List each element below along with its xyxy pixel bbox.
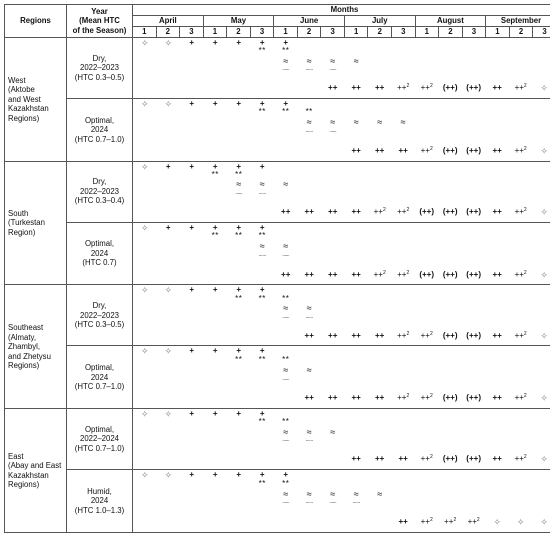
- phase-mark-plus: +: [259, 285, 265, 295]
- phase-mark-ast: **: [235, 354, 243, 364]
- season-label-line: (HTC 0.3–0.5): [74, 320, 125, 330]
- table-row: [5, 470, 550, 533]
- phase-mark-pp: ++: [398, 517, 408, 527]
- phase-mark-wave: ≈: [330, 117, 336, 128]
- season-label-line: (HTC 0.7–1.0): [74, 443, 125, 453]
- phase-mark-pp: ++: [375, 454, 385, 464]
- phase-mark-pp: ++: [351, 269, 361, 279]
- phase-mark-pp: ++: [304, 207, 314, 217]
- phase-mark-dot: ✧: [164, 408, 173, 419]
- phase-mark-line: ......: [282, 499, 290, 506]
- phase-mark-line: ......: [282, 437, 290, 444]
- phase-mark-plus: +: [259, 222, 265, 232]
- phase-mark-dot: ✧: [540, 454, 548, 465]
- phase-mark-pp2: ++$^2$: [420, 517, 433, 527]
- phase-mark-dot: ✧: [140, 37, 149, 48]
- decade-header: 3: [533, 27, 550, 38]
- month-header: June: [274, 16, 345, 27]
- phase-mark-pp: ++: [328, 393, 338, 403]
- phase-mark-ast: **: [258, 231, 266, 241]
- phase-mark-plus: +: [189, 98, 195, 108]
- phase-mark-dot: ✧: [140, 98, 149, 109]
- phase-mark-plus: +: [189, 37, 195, 47]
- phase-mark-pp2: ++$^2$: [420, 454, 433, 464]
- decade-header: 3: [462, 27, 486, 38]
- decade-header: 1: [344, 27, 368, 38]
- phase-mark-plus: +: [212, 222, 218, 232]
- phase-mark-ast: **: [282, 417, 290, 427]
- phase-mark-ast: **: [282, 478, 290, 488]
- phase-mark-ast: **: [258, 293, 266, 303]
- phase-mark-line: ......: [352, 499, 360, 506]
- decade-header: 3: [392, 27, 416, 38]
- decade-header: 2: [439, 27, 463, 38]
- phase-mark-pp: ++: [375, 145, 385, 155]
- season-label: [67, 38, 133, 99]
- phase-mark-wave: ≈: [353, 55, 359, 66]
- phase-mark-plus: +: [236, 408, 242, 418]
- phase-mark-ast: **: [258, 417, 266, 427]
- season-label-line: 2024: [90, 372, 109, 382]
- season-label-line: (HTC 0.3–0.5): [74, 72, 125, 82]
- year-header: [67, 5, 133, 38]
- region-name-line: Zhambyl,: [8, 342, 41, 352]
- phase-mark-ast: **: [282, 293, 290, 303]
- decade-header: 1: [133, 27, 157, 38]
- season-label-line: (HTC 1.0–1.3): [74, 505, 125, 515]
- season-label: [67, 285, 133, 346]
- phase-mark-ast: **: [235, 169, 243, 179]
- phase-mark-plus: +: [259, 98, 265, 108]
- phase-mark-pp2: ++$^2$: [373, 269, 386, 279]
- region-name-line: South: [8, 208, 29, 218]
- phase-mark-wave: ≈: [330, 55, 336, 66]
- phase-mark-ppp: (++): [466, 269, 481, 279]
- season-label-line: Optimal,: [84, 424, 115, 434]
- phase-mark-plus: +: [236, 285, 242, 295]
- phase-mark-plus: +: [212, 98, 218, 108]
- phase-mark-wave: ≈: [330, 426, 336, 437]
- phase-mark-plus: +: [259, 161, 265, 171]
- phase-mark-wave: ≈: [400, 117, 406, 128]
- season-label-line: Optimal,: [84, 363, 115, 373]
- phase-mark-wave: ≈: [377, 488, 383, 499]
- phase-mark-pp2: ++$^2$: [514, 454, 527, 464]
- region-name: [5, 409, 67, 533]
- phase-mark-line: ......: [258, 189, 266, 196]
- phase-mark-pp: ++: [375, 393, 385, 403]
- phase-mark-dot: ✧: [164, 346, 173, 357]
- phase-mark-line: ......: [282, 313, 290, 320]
- phase-mark-pp: ++: [351, 207, 361, 217]
- region-name-line: (Abay and East: [8, 461, 62, 471]
- phase-mark-pp: ++: [328, 330, 338, 340]
- months-header: Months: [133, 5, 550, 16]
- phase-mark-wave: ≈: [306, 303, 312, 314]
- region-name-line: (Almaty,: [8, 332, 37, 342]
- phase-mark-pp: ++: [492, 145, 502, 155]
- table-row: [5, 346, 550, 409]
- season-label-line: 2024: [90, 248, 109, 258]
- phase-mark-wave: ≈: [353, 488, 359, 499]
- region-name-line: Regions): [8, 480, 40, 490]
- phase-mark-dot: ✧: [493, 517, 501, 528]
- region-name-line: Region): [8, 227, 36, 237]
- region-name: [5, 38, 67, 162]
- phase-mark-wave: ≈: [306, 117, 312, 128]
- region-name-line: and West: [8, 94, 41, 104]
- phase-mark-plus: +: [189, 222, 195, 232]
- region-name-line: Regions): [8, 361, 40, 371]
- phase-mark-ppp: (++): [466, 330, 481, 340]
- phase-mark-dot: ✧: [540, 207, 548, 218]
- decade-header: 2: [509, 27, 533, 38]
- phase-mark-ppp: (++): [419, 207, 434, 217]
- phase-mark-plus: +: [165, 222, 171, 232]
- phase-mark-plus: +: [189, 285, 195, 295]
- phase-mark-wave: ≈: [306, 55, 312, 66]
- phase-mark-plus: +: [212, 161, 218, 171]
- season-label: [67, 409, 133, 470]
- phase-mark-plus: +: [236, 470, 242, 480]
- phase-timeline: [133, 98, 550, 161]
- phase-mark-wave: ≈: [283, 364, 289, 375]
- phase-mark-plus: +: [259, 408, 265, 418]
- phenology-table: [4, 4, 550, 533]
- phase-mark-line: ......: [305, 499, 313, 506]
- season-label-line: Dry,: [92, 53, 107, 63]
- phase-mark-dot: ✧: [540, 330, 548, 341]
- season-label: [67, 346, 133, 409]
- region-name: [5, 285, 67, 409]
- phase-mark-plus: +: [212, 37, 218, 47]
- phase-mark-dot: ✧: [140, 346, 149, 357]
- phase-mark-dot: ✧: [164, 98, 173, 109]
- decade-header: 2: [297, 27, 321, 38]
- phase-mark-pp: ++: [351, 145, 361, 155]
- region-name-line: Southeast: [8, 323, 44, 333]
- phase-mark-line: ......: [235, 189, 243, 196]
- season-label: [67, 470, 133, 533]
- phase-mark-pp: ++: [281, 269, 291, 279]
- phase-mark-pp: ++: [351, 393, 361, 403]
- phase-mark-line: ......: [329, 66, 337, 73]
- phase-mark-ppp: (++): [466, 454, 481, 464]
- phase-mark-dot: ✧: [140, 161, 149, 172]
- phase-mark-ppp: (++): [442, 330, 458, 340]
- season-label: [67, 222, 133, 285]
- phase-mark-ast: **: [211, 169, 219, 179]
- season-label-line: 2022–2023: [79, 186, 120, 196]
- phase-mark-dot: ✧: [516, 517, 525, 528]
- phase-mark-wave: ≈: [353, 117, 359, 128]
- phase-mark-ppp: (++): [466, 83, 481, 93]
- region-name-line: West: [8, 75, 26, 85]
- decade-header: 2: [368, 27, 392, 38]
- phase-mark-line: ......: [305, 313, 313, 320]
- phase-mark-pp: ++: [351, 83, 361, 93]
- phase-mark-plus: +: [189, 470, 195, 480]
- phase-mark-plus: +: [165, 161, 171, 171]
- table-row: [5, 38, 550, 99]
- phase-mark-pp: ++: [281, 207, 291, 217]
- phase-mark-dot: ✧: [164, 285, 173, 296]
- phase-timeline: [133, 285, 550, 346]
- phase-mark-ppp: (++): [442, 269, 458, 279]
- phase-mark-ast: **: [282, 46, 290, 56]
- phase-mark-ast: **: [282, 107, 290, 117]
- phase-mark-ppp: (++): [442, 145, 458, 155]
- phase-timeline: [133, 38, 550, 99]
- phase-mark-ppp: (++): [442, 83, 458, 93]
- season-label-line: Optimal,: [84, 115, 115, 125]
- phase-mark-plus: +: [212, 470, 218, 480]
- phase-mark-dot: ✧: [140, 470, 149, 481]
- season-label-line: Dry,: [92, 301, 107, 311]
- phase-mark-wave: ≈: [377, 117, 383, 128]
- phase-mark-pp2: ++$^2$: [397, 83, 410, 93]
- phase-mark-pp: ++: [304, 269, 314, 279]
- table-row: [5, 161, 550, 222]
- season-label-line: 2024: [90, 125, 109, 135]
- phase-mark-line: ......: [258, 251, 266, 258]
- phase-mark-pp2: ++$^2$: [514, 269, 527, 279]
- phase-mark-plus: +: [259, 470, 265, 480]
- phase-mark-pp: ++: [328, 207, 338, 217]
- month-header: July: [344, 16, 415, 27]
- phase-mark-ppp: (++): [419, 269, 434, 279]
- phase-mark-wave: ≈: [283, 179, 289, 190]
- phase-mark-pp2: ++$^2$: [467, 517, 480, 527]
- phase-mark-ast: **: [235, 293, 243, 303]
- phase-mark-plus: +: [212, 346, 218, 356]
- phase-mark-ppp: (++): [442, 207, 458, 217]
- phase-mark-pp2: ++$^2$: [373, 207, 386, 217]
- phase-mark-plus: +: [189, 161, 195, 171]
- phase-mark-ppp: (++): [466, 207, 481, 217]
- phase-mark-ast: **: [235, 231, 243, 241]
- region-name-line: East: [8, 451, 24, 461]
- month-header: September: [486, 16, 550, 27]
- phase-mark-line: ......: [329, 499, 337, 506]
- phase-mark-pp: ++: [492, 83, 502, 93]
- phase-mark-plus: +: [236, 222, 242, 232]
- phase-mark-wave: ≈: [283, 303, 289, 314]
- phase-mark-line: ......: [282, 251, 290, 258]
- phase-timeline: [133, 409, 550, 470]
- phase-mark-dot: ✧: [164, 37, 173, 48]
- phase-mark-wave: ≈: [306, 426, 312, 437]
- phase-mark-pp2: ++$^2$: [514, 207, 527, 217]
- phase-mark-line: ......: [305, 437, 313, 444]
- phase-mark-plus: +: [212, 285, 218, 295]
- phase-mark-ast: **: [258, 478, 266, 488]
- phase-mark-pp: ++: [492, 393, 502, 403]
- region-name-line: Regions): [8, 113, 40, 123]
- season-label-line: Dry,: [92, 177, 107, 187]
- phase-mark-plus: +: [236, 346, 242, 356]
- phase-mark-plus: +: [283, 98, 289, 108]
- phase-mark-line: ......: [282, 66, 290, 73]
- phase-mark-dot: ✧: [140, 285, 149, 296]
- phase-mark-pp2: ++$^2$: [420, 330, 433, 340]
- phase-mark-plus: +: [236, 98, 242, 108]
- season-label-line: Optimal,: [84, 239, 115, 249]
- phase-mark-plus: +: [236, 37, 242, 47]
- phase-mark-wave: ≈: [283, 426, 289, 437]
- phase-mark-pp: ++: [492, 269, 502, 279]
- phase-mark-pp: ++: [492, 207, 502, 217]
- phase-mark-wave: ≈: [283, 241, 289, 252]
- season-label-line: 2022–2023: [79, 310, 120, 320]
- decade-header: 1: [486, 27, 510, 38]
- phase-mark-pp2: ++$^2$: [444, 517, 457, 527]
- season-label: [67, 161, 133, 222]
- phase-mark-ast: **: [258, 46, 266, 56]
- season-label: [67, 98, 133, 161]
- phase-mark-pp: ++: [375, 83, 385, 93]
- phase-mark-pp: ++: [492, 454, 502, 464]
- phase-mark-pp2: ++$^2$: [397, 207, 410, 217]
- phase-mark-ast: **: [258, 354, 266, 364]
- decade-header: 1: [274, 27, 298, 38]
- month-header: April: [133, 16, 204, 27]
- phase-mark-dot: ✧: [140, 408, 149, 419]
- decade-header: 1: [203, 27, 227, 38]
- region-name-line: (Aktobe: [8, 85, 35, 95]
- phase-mark-ppp: (++): [442, 454, 458, 464]
- phase-timeline: [133, 470, 550, 533]
- phase-mark-plus: +: [259, 37, 265, 47]
- phase-mark-dot: ✧: [164, 470, 173, 481]
- phase-mark-wave: ≈: [259, 241, 265, 252]
- month-header: May: [203, 16, 274, 27]
- phase-mark-wave: ≈: [330, 488, 336, 499]
- phase-mark-line: ......: [305, 128, 313, 135]
- region-name-line: Kazakhstan: [8, 104, 49, 114]
- phase-mark-pp2: ++$^2$: [514, 330, 527, 340]
- phase-mark-plus: +: [283, 37, 289, 47]
- region-name-line: (Turkestan: [8, 218, 45, 228]
- phase-mark-pp2: ++$^2$: [514, 145, 527, 155]
- season-label-line: (HTC 0.7–1.0): [74, 382, 125, 392]
- phase-mark-dot: ✧: [540, 393, 548, 404]
- phase-mark-plus: +: [283, 470, 289, 480]
- phase-mark-ast: **: [305, 107, 313, 117]
- season-label-line: (HTC 0.7): [82, 258, 117, 268]
- phase-mark-dot: ✧: [540, 83, 548, 94]
- phase-mark-ppp: (++): [442, 393, 458, 403]
- phase-mark-pp2: ++$^2$: [397, 269, 410, 279]
- season-label-line: (HTC 0.7–1.0): [74, 134, 125, 144]
- phase-mark-pp: ++: [492, 330, 502, 340]
- phase-timeline: [133, 346, 550, 409]
- phase-mark-pp2: ++$^2$: [420, 145, 433, 155]
- phase-mark-line: ......: [282, 375, 290, 382]
- phase-mark-plus: +: [259, 346, 265, 356]
- season-label-line: (HTC 0.3–0.4): [74, 196, 125, 206]
- phase-mark-ppp: (++): [466, 393, 481, 403]
- phase-mark-wave: ≈: [259, 179, 265, 190]
- season-label-line: 2022–2023: [79, 63, 120, 73]
- phase-mark-dot: ✧: [140, 222, 149, 233]
- phase-timeline: [133, 222, 550, 285]
- decade-header: 3: [250, 27, 274, 38]
- year-header-line: Year: [91, 6, 108, 16]
- phase-mark-pp2: ++$^2$: [420, 83, 433, 93]
- phase-mark-wave: ≈: [306, 364, 312, 375]
- phase-mark-plus: +: [189, 346, 195, 356]
- region-name-line: and Zhetysu: [8, 351, 51, 361]
- phase-mark-plus: +: [189, 408, 195, 418]
- decade-header: 3: [180, 27, 204, 38]
- phase-mark-pp2: ++$^2$: [514, 393, 527, 403]
- phase-mark-pp: ++: [351, 330, 361, 340]
- season-label-line: Humid,: [87, 486, 112, 496]
- phase-mark-ppp: (++): [466, 145, 481, 155]
- table-row: [5, 222, 550, 285]
- table-row: [5, 285, 550, 346]
- phase-mark-pp: ++: [328, 83, 338, 93]
- phase-mark-pp: ++: [304, 393, 314, 403]
- phase-timeline: [133, 161, 550, 222]
- phase-mark-pp: ++: [328, 269, 338, 279]
- season-label-line: 2022–2024: [79, 434, 120, 444]
- decade-header: 2: [227, 27, 251, 38]
- phase-mark-wave: ≈: [236, 179, 242, 190]
- year-header-line: of the Season): [72, 25, 127, 35]
- phase-mark-pp2: ++$^2$: [397, 393, 410, 403]
- phase-mark-dot: ✧: [540, 517, 548, 528]
- decade-header: 2: [156, 27, 180, 38]
- regions-header: Regions: [5, 5, 67, 38]
- phase-mark-pp: ++: [398, 454, 408, 464]
- phase-mark-pp: ++: [375, 330, 385, 340]
- month-header: August: [415, 16, 486, 27]
- phase-mark-line: ......: [305, 66, 313, 73]
- phase-mark-pp2: ++$^2$: [514, 83, 527, 93]
- phase-mark-dot: ✧: [540, 145, 548, 156]
- phase-mark-pp2: ++$^2$: [420, 393, 433, 403]
- decade-header: 3: [321, 27, 345, 38]
- region-name-line: Kazakhstan: [8, 470, 49, 480]
- phase-mark-plus: +: [236, 161, 242, 171]
- year-header-line: (Mean HTC: [79, 16, 120, 26]
- phase-mark-pp2: ++$^2$: [397, 330, 410, 340]
- phase-mark-pp: ++: [304, 330, 314, 340]
- phase-mark-line: ......: [329, 128, 337, 135]
- phase-mark-ast: **: [211, 231, 219, 241]
- phase-mark-dot: ✧: [540, 269, 548, 280]
- phase-mark-wave: ≈: [283, 488, 289, 499]
- phase-mark-ast: **: [282, 354, 290, 364]
- phase-mark-plus: +: [212, 408, 218, 418]
- decade-header: 1: [415, 27, 439, 38]
- phase-mark-wave: ≈: [283, 55, 289, 66]
- phase-mark-wave: ≈: [306, 488, 312, 499]
- phase-mark-ast: **: [258, 107, 266, 117]
- region-name: [5, 161, 67, 285]
- phase-mark-pp: ++: [398, 145, 408, 155]
- phase-mark-pp: ++: [351, 454, 361, 464]
- season-label-line: 2024: [90, 496, 109, 506]
- table-row: [5, 98, 550, 161]
- table-row: [5, 409, 550, 470]
